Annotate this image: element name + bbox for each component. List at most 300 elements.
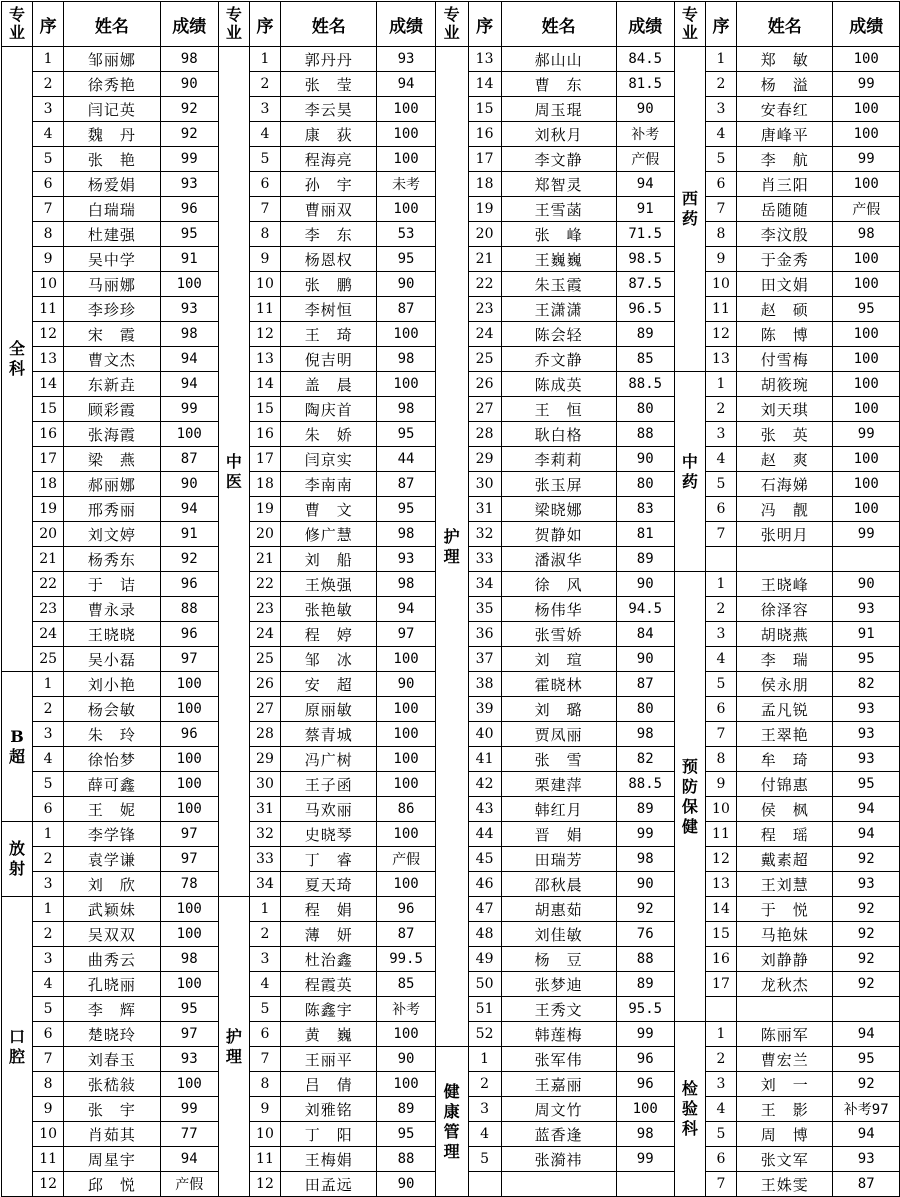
major-cell: 预防保健 <box>674 572 705 1022</box>
score-cell: 92 <box>833 897 900 922</box>
seq-cell: 13 <box>249 347 280 372</box>
seq-cell: 3 <box>33 947 64 972</box>
score-cell: 91 <box>160 247 218 272</box>
seq-cell: 6 <box>33 172 64 197</box>
name-cell: 刘小艳 <box>64 672 160 697</box>
score-cell: 100 <box>833 372 900 397</box>
major-cell: 西药 <box>674 47 705 372</box>
seq-cell: 3 <box>705 1072 736 1097</box>
seq-cell: 11 <box>705 822 736 847</box>
name-cell: 夏天琦 <box>280 872 376 897</box>
name-cell: 李 航 <box>737 147 833 172</box>
name-cell: 邱 悦 <box>64 1172 160 1197</box>
header-name: 姓名 <box>280 2 376 47</box>
seq-cell: 40 <box>468 722 501 747</box>
seq-cell: 11 <box>705 297 736 322</box>
name-cell: 于 诘 <box>64 572 160 597</box>
seq-cell: 28 <box>249 722 280 747</box>
name-cell: 倪吉明 <box>280 347 376 372</box>
seq-cell: 4 <box>249 972 280 997</box>
score-cell: 96 <box>616 1072 674 1097</box>
seq-cell: 2 <box>33 697 64 722</box>
score-cell: 87.5 <box>616 272 674 297</box>
seq-cell: 28 <box>468 422 501 447</box>
seq-cell: 36 <box>468 622 501 647</box>
score-cell: 100 <box>377 872 435 897</box>
score-cell: 87 <box>616 672 674 697</box>
score-cell: 产假 <box>377 847 435 872</box>
score-cell: 91 <box>833 622 900 647</box>
seq-cell: 35 <box>468 597 501 622</box>
score-cell: 100 <box>160 897 218 922</box>
header-seq: 序 <box>468 2 501 47</box>
score-cell: 80 <box>616 472 674 497</box>
name-cell: 肖茹其 <box>64 1122 160 1147</box>
score-cell: 97 <box>160 647 218 672</box>
seq-cell: 12 <box>705 847 736 872</box>
score-cell: 100 <box>833 347 900 372</box>
seq-cell: 11 <box>33 297 64 322</box>
seq-cell: 52 <box>468 1022 501 1047</box>
seq-cell: 39 <box>468 697 501 722</box>
seq-cell: 6 <box>705 697 736 722</box>
name-cell: 王 琦 <box>280 322 376 347</box>
name-cell: 李南南 <box>280 472 376 497</box>
seq-cell: 1 <box>33 897 64 922</box>
score-cell: 89 <box>616 797 674 822</box>
seq-cell: 27 <box>468 397 501 422</box>
name-cell: 张嵇敍 <box>64 1072 160 1097</box>
score-cell: 90 <box>616 447 674 472</box>
name-cell: 安春红 <box>737 97 833 122</box>
seq-cell: 1 <box>705 47 736 72</box>
name-cell: 刘 璐 <box>501 697 616 722</box>
score-cell: 100 <box>160 797 218 822</box>
name-cell: 龙秋杰 <box>737 972 833 997</box>
name-cell: 胡惠茹 <box>501 897 616 922</box>
name-cell: 孔晓丽 <box>64 972 160 997</box>
name-cell: 刘文婷 <box>64 522 160 547</box>
seq-cell: 5 <box>705 672 736 697</box>
score-cell: 99 <box>160 1097 218 1122</box>
seq-cell: 15 <box>705 922 736 947</box>
seq-cell: 2 <box>33 72 64 97</box>
name-cell: 陈 博 <box>737 322 833 347</box>
score-cell: 92 <box>616 897 674 922</box>
score-cell: 87 <box>833 1172 900 1197</box>
seq-cell: 11 <box>249 1147 280 1172</box>
seq-cell: 14 <box>705 897 736 922</box>
name-cell: 李珍珍 <box>64 297 160 322</box>
major-cell: 护理 <box>435 47 468 1047</box>
name-cell: 唐峰平 <box>737 122 833 147</box>
seq-cell: 3 <box>33 722 64 747</box>
name-cell: 赵 硕 <box>737 297 833 322</box>
name-cell: 康 荻 <box>280 122 376 147</box>
score-cell: 93 <box>160 172 218 197</box>
name-cell: 周玉琨 <box>501 97 616 122</box>
name-cell: 吴中学 <box>64 247 160 272</box>
name-cell: 袁学谦 <box>64 847 160 872</box>
name-cell: 吴双双 <box>64 922 160 947</box>
name-cell: 张文军 <box>737 1147 833 1172</box>
seq-cell: 5 <box>468 1147 501 1172</box>
major-cell: 护理 <box>218 897 249 1197</box>
seq-cell: 2 <box>705 1047 736 1072</box>
seq-cell: 22 <box>468 272 501 297</box>
seq-cell: 17 <box>249 447 280 472</box>
header-name: 姓名 <box>501 2 616 47</box>
name-cell: 杜治鑫 <box>280 947 376 972</box>
name-cell: 周 博 <box>737 1122 833 1147</box>
name-cell: 刘秋月 <box>501 122 616 147</box>
name-cell: 郝山山 <box>501 47 616 72</box>
seq-cell: 20 <box>249 522 280 547</box>
seq-cell: 6 <box>249 1022 280 1047</box>
name-cell: 张 英 <box>737 422 833 447</box>
name-cell: 冯 靓 <box>737 497 833 522</box>
score-cell: 100 <box>833 447 900 472</box>
score-cell: 99 <box>160 397 218 422</box>
seq-cell: 5 <box>705 472 736 497</box>
name-cell: 刘静静 <box>737 947 833 972</box>
name-cell: 张 鹏 <box>280 272 376 297</box>
name-cell: 张梦迪 <box>501 972 616 997</box>
score-cell: 99 <box>616 1022 674 1047</box>
seq-cell: 48 <box>468 922 501 947</box>
name-cell: 王子函 <box>280 772 376 797</box>
name-cell: 薄 妍 <box>280 922 376 947</box>
seq-cell: 1 <box>705 372 736 397</box>
seq-cell: 20 <box>468 222 501 247</box>
seq-cell: 32 <box>468 522 501 547</box>
name-cell: 王刘慧 <box>737 872 833 897</box>
name-cell: 修广慧 <box>280 522 376 547</box>
seq-cell: 16 <box>705 947 736 972</box>
name-cell: 吕 倩 <box>280 1072 376 1097</box>
seq-cell: 27 <box>249 697 280 722</box>
name-cell: 马艳妹 <box>737 922 833 947</box>
score-cell: 93 <box>160 297 218 322</box>
seq-cell: 5 <box>33 997 64 1022</box>
header-score: 成绩 <box>616 2 674 47</box>
name-cell: 蓝香逢 <box>501 1122 616 1147</box>
name-cell: 张海霞 <box>64 422 160 447</box>
score-cell: 96 <box>160 722 218 747</box>
name-cell: 朱 娇 <box>280 422 376 447</box>
seq-cell: 21 <box>249 547 280 572</box>
score-cell: 100 <box>377 747 435 772</box>
header-major: 专业 <box>218 2 249 47</box>
major-cell: 放射 <box>2 822 33 897</box>
score-cell: 100 <box>833 47 900 72</box>
seq-cell: 3 <box>705 97 736 122</box>
seq-cell: 45 <box>468 847 501 872</box>
name-cell: 王晓晓 <box>64 622 160 647</box>
score-cell: 99.5 <box>377 947 435 972</box>
seq-cell: 13 <box>468 47 501 72</box>
seq-cell <box>705 997 736 1022</box>
seq-cell: 9 <box>249 247 280 272</box>
score-cell: 96 <box>160 197 218 222</box>
seq-cell: 3 <box>249 947 280 972</box>
seq-cell: 9 <box>33 247 64 272</box>
seq-cell: 34 <box>468 572 501 597</box>
name-cell: 张艳敏 <box>280 597 376 622</box>
name-cell: 周文竹 <box>501 1097 616 1122</box>
score-cell: 87 <box>377 922 435 947</box>
name-cell: 丁 睿 <box>280 847 376 872</box>
name-cell: 安 超 <box>280 672 376 697</box>
seq-cell: 14 <box>468 72 501 97</box>
name-cell: 李莉莉 <box>501 447 616 472</box>
seq-cell: 18 <box>249 472 280 497</box>
name-cell <box>737 547 833 572</box>
score-cell: 89 <box>377 1097 435 1122</box>
score-cell: 90 <box>833 572 900 597</box>
seq-cell: 24 <box>249 622 280 647</box>
name-cell: 邹丽娜 <box>64 47 160 72</box>
score-cell: 95 <box>377 247 435 272</box>
score-cell: 95 <box>833 772 900 797</box>
seq-cell: 46 <box>468 872 501 897</box>
name-cell: 曹文杰 <box>64 347 160 372</box>
seq-cell: 3 <box>705 422 736 447</box>
name-cell: 程 瑶 <box>737 822 833 847</box>
name-cell: 张玉屏 <box>501 472 616 497</box>
seq-cell: 18 <box>33 472 64 497</box>
name-cell: 赵 爽 <box>737 447 833 472</box>
seq-cell: 21 <box>468 247 501 272</box>
seq-cell: 2 <box>249 72 280 97</box>
score-cell: 100 <box>377 647 435 672</box>
name-cell: 刘雅铭 <box>280 1097 376 1122</box>
name-cell: 梁 燕 <box>64 447 160 472</box>
name-cell: 邵秋晨 <box>501 872 616 897</box>
seq-cell: 2 <box>33 847 64 872</box>
name-cell: 于 悦 <box>737 897 833 922</box>
name-cell: 曲秀云 <box>64 947 160 972</box>
score-cell: 77 <box>160 1122 218 1147</box>
score-cell: 90 <box>160 472 218 497</box>
name-cell: 王晓峰 <box>737 572 833 597</box>
name-cell: 黄 巍 <box>280 1022 376 1047</box>
seq-cell: 50 <box>468 972 501 997</box>
name-cell: 郑智灵 <box>501 172 616 197</box>
seq-cell: 3 <box>705 622 736 647</box>
name-cell: 李 东 <box>280 222 376 247</box>
score-cell: 100 <box>160 697 218 722</box>
score-cell: 99 <box>616 1147 674 1172</box>
seq-cell: 21 <box>33 547 64 572</box>
score-cell: 98 <box>377 572 435 597</box>
name-cell: 陈丽军 <box>737 1022 833 1047</box>
score-cell: 100 <box>160 922 218 947</box>
seq-cell: 4 <box>33 972 64 997</box>
score-cell: 96.5 <box>616 297 674 322</box>
score-cell: 96 <box>160 572 218 597</box>
name-cell: 周星宇 <box>64 1147 160 1172</box>
seq-cell: 23 <box>33 597 64 622</box>
score-cell: 91 <box>160 522 218 547</box>
name-cell: 曹 文 <box>280 497 376 522</box>
name-cell: 刘春玉 <box>64 1047 160 1072</box>
score-cell: 94.5 <box>616 597 674 622</box>
name-cell: 杨秀东 <box>64 547 160 572</box>
score-cell: 97 <box>377 622 435 647</box>
seq-cell: 14 <box>249 372 280 397</box>
score-cell: 89 <box>616 547 674 572</box>
header-name: 姓名 <box>737 2 833 47</box>
score-cell: 92 <box>833 972 900 997</box>
seq-cell: 17 <box>468 147 501 172</box>
name-cell: 王翠艳 <box>737 722 833 747</box>
name-cell: 田孟远 <box>280 1172 376 1197</box>
score-cell: 86 <box>377 797 435 822</box>
score-cell: 100 <box>377 1072 435 1097</box>
name-cell: 王巍巍 <box>501 247 616 272</box>
seq-cell: 4 <box>33 747 64 772</box>
score-cell: 95 <box>833 297 900 322</box>
score-cell: 95 <box>377 497 435 522</box>
header-name: 姓名 <box>64 2 160 47</box>
name-cell: 王丽平 <box>280 1047 376 1072</box>
seq-cell: 5 <box>249 997 280 1022</box>
score-cell: 产假 <box>616 147 674 172</box>
seq-cell: 15 <box>33 397 64 422</box>
name-cell: 郭丹丹 <box>280 47 376 72</box>
header-major: 专业 <box>2 2 33 47</box>
seq-cell: 31 <box>249 797 280 822</box>
seq-cell: 1 <box>468 1047 501 1072</box>
seq-cell: 3 <box>249 97 280 122</box>
name-cell: 顾彩霞 <box>64 397 160 422</box>
score-cell: 未考 <box>377 172 435 197</box>
seq-cell: 2 <box>705 72 736 97</box>
score-cell: 94 <box>833 1122 900 1147</box>
score-cell: 92 <box>833 847 900 872</box>
name-cell: 王 影 <box>737 1097 833 1122</box>
name-cell: 付锦惠 <box>737 772 833 797</box>
seq-cell: 22 <box>249 572 280 597</box>
seq-cell: 4 <box>705 1097 736 1122</box>
name-cell: 田文娟 <box>737 272 833 297</box>
name-cell: 孙 宇 <box>280 172 376 197</box>
name-cell: 蔡青城 <box>280 722 376 747</box>
seq-cell: 30 <box>249 772 280 797</box>
score-cell: 93 <box>377 547 435 572</box>
score-cell <box>833 547 900 572</box>
seq-cell: 26 <box>249 672 280 697</box>
name-cell: 刘 船 <box>280 547 376 572</box>
name-cell: 刘 瑄 <box>501 647 616 672</box>
name-cell: 马丽娜 <box>64 272 160 297</box>
seq-cell: 8 <box>33 222 64 247</box>
name-cell: 曹永录 <box>64 597 160 622</box>
header-seq: 序 <box>705 2 736 47</box>
score-cell: 100 <box>377 697 435 722</box>
name-cell: 王雪菡 <box>501 197 616 222</box>
name-cell: 李文静 <box>501 147 616 172</box>
name-cell <box>737 997 833 1022</box>
score-cell: 92 <box>833 1072 900 1097</box>
seq-cell: 7 <box>33 1047 64 1072</box>
score-cell: 99 <box>833 72 900 97</box>
seq-cell: 47 <box>468 897 501 922</box>
score-cell: 100 <box>160 772 218 797</box>
seq-cell: 42 <box>468 772 501 797</box>
score-cell: 100 <box>377 322 435 347</box>
seq-cell: 4 <box>705 647 736 672</box>
score-cell: 93 <box>833 597 900 622</box>
seq-cell: 10 <box>705 272 736 297</box>
seq-cell: 1 <box>705 1022 736 1047</box>
name-cell: 张 雪 <box>501 747 616 772</box>
name-cell: 陈鑫宇 <box>280 997 376 1022</box>
seq-cell: 8 <box>705 747 736 772</box>
seq-cell: 16 <box>33 422 64 447</box>
seq-cell: 6 <box>249 172 280 197</box>
name-cell <box>501 1172 616 1197</box>
name-cell: 张漪祎 <box>501 1147 616 1172</box>
score-cell: 88 <box>160 597 218 622</box>
name-cell: 朱 玲 <box>64 722 160 747</box>
name-cell: 闫京实 <box>280 447 376 472</box>
score-cell: 100 <box>833 172 900 197</box>
name-cell: 贺静如 <box>501 522 616 547</box>
score-cell: 89 <box>616 322 674 347</box>
name-cell: 李 辉 <box>64 997 160 1022</box>
name-cell: 牟 琦 <box>737 747 833 772</box>
score-cell: 100 <box>377 197 435 222</box>
seq-cell: 15 <box>468 97 501 122</box>
seq-cell: 12 <box>249 1172 280 1197</box>
name-cell: 冯广树 <box>280 747 376 772</box>
major-cell: 口腔 <box>2 897 33 1197</box>
name-cell: 付雪梅 <box>737 347 833 372</box>
seq-cell: 7 <box>705 722 736 747</box>
score-cell: 100 <box>616 1097 674 1122</box>
score-cell <box>833 997 900 1022</box>
name-cell: 杨 豆 <box>501 947 616 972</box>
name-cell: 刘佳敏 <box>501 922 616 947</box>
name-cell: 杨会敏 <box>64 697 160 722</box>
score-cell: 93 <box>833 747 900 772</box>
score-cell: 87 <box>377 472 435 497</box>
score-cell: 90 <box>616 872 674 897</box>
score-cell: 98 <box>616 1122 674 1147</box>
score-cell: 95 <box>833 1047 900 1072</box>
score-cell: 76 <box>616 922 674 947</box>
name-cell: 徐泽容 <box>737 597 833 622</box>
header-seq: 序 <box>33 2 64 47</box>
name-cell: 侯 枫 <box>737 797 833 822</box>
name-cell: 刘 一 <box>737 1072 833 1097</box>
seq-cell: 12 <box>33 1172 64 1197</box>
major-cell: 中药 <box>674 372 705 572</box>
name-cell: 梁晓娜 <box>501 497 616 522</box>
seq-cell: 19 <box>468 197 501 222</box>
major-cell: 健康管理 <box>435 1047 468 1197</box>
seq-cell: 38 <box>468 672 501 697</box>
name-cell: 吴小磊 <box>64 647 160 672</box>
score-cell: 84 <box>616 622 674 647</box>
seq-cell: 51 <box>468 997 501 1022</box>
name-cell: 石海娣 <box>737 472 833 497</box>
score-cell: 90 <box>616 97 674 122</box>
score-cell: 94 <box>377 72 435 97</box>
name-cell: 王姝雯 <box>737 1172 833 1197</box>
